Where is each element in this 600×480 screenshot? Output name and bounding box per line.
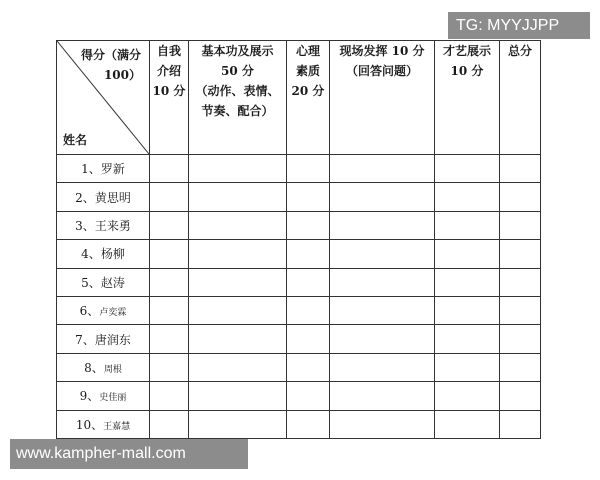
score-cell [150, 155, 189, 183]
score-cell [500, 325, 541, 353]
table-row [57, 325, 541, 353]
score-cell [330, 240, 435, 268]
table-row [57, 410, 541, 438]
score-cell [189, 268, 287, 296]
score-cell [435, 240, 500, 268]
candidate-name: 罗新 [100, 162, 125, 177]
score-cell [287, 382, 330, 410]
candidate-name-cell [57, 410, 150, 438]
score-cell [189, 410, 287, 438]
candidate-name-cell [57, 155, 150, 183]
watermark-url: www.kampher-mall.com [10, 439, 248, 469]
header-talent: 才艺展示 10 分 [435, 41, 500, 155]
score-cell [330, 183, 435, 211]
candidate-index: 6、 [79, 304, 100, 319]
score-cell [330, 268, 435, 296]
score-cell [500, 155, 541, 183]
candidate-index: 3、 [75, 218, 95, 233]
candidate-name: 唐润东 [94, 332, 131, 347]
score-cell [287, 296, 330, 324]
score-cell [435, 296, 500, 324]
candidate-name: 史佳丽 [99, 393, 127, 404]
score-cell [330, 211, 435, 239]
score-cell [150, 382, 189, 410]
score-cell [330, 353, 435, 381]
score-cell [150, 240, 189, 268]
score-cell [435, 382, 500, 410]
score-cell [500, 211, 541, 239]
score-cell [435, 183, 500, 211]
candidate-index: 10、 [75, 417, 104, 432]
score-cell [330, 155, 435, 183]
score-table [56, 40, 541, 439]
header-row [57, 41, 541, 155]
score-cell [287, 325, 330, 353]
table-row [57, 155, 541, 183]
score-cell [435, 353, 500, 381]
corner-name-label: 姓名 [63, 133, 88, 147]
candidate-index: 4、 [81, 247, 101, 262]
header-intro: 自我 介绍 10 分 [150, 41, 189, 155]
table-row [57, 240, 541, 268]
score-cell [189, 353, 287, 381]
score-cell [500, 240, 541, 268]
score-cell [435, 410, 500, 438]
score-cell [150, 325, 189, 353]
score-cell [330, 410, 435, 438]
candidate-index: 2、 [75, 190, 95, 205]
score-cell [435, 211, 500, 239]
candidate-index: 9、 [79, 389, 100, 404]
score-cell [330, 325, 435, 353]
corner-cell [57, 41, 150, 155]
score-cell [150, 211, 189, 239]
score-cell [189, 325, 287, 353]
score-cell [500, 183, 541, 211]
score-cell [189, 296, 287, 324]
candidate-index: 5、 [81, 275, 101, 290]
score-cell [150, 183, 189, 211]
score-cell [500, 296, 541, 324]
candidate-name: 王嘉慧 [103, 421, 131, 432]
table-row [57, 296, 541, 324]
candidate-index: 7、 [75, 332, 95, 347]
score-cell [150, 353, 189, 381]
score-cell [189, 382, 287, 410]
score-cell [500, 410, 541, 438]
candidate-name-cell [57, 382, 150, 410]
table-row [57, 211, 541, 239]
score-cell [189, 183, 287, 211]
table-row [57, 353, 541, 381]
candidate-index: 1、 [81, 162, 101, 177]
candidate-name-cell [57, 240, 150, 268]
watermark-tg: TG: MYYJJPP [448, 12, 590, 39]
score-cell [287, 353, 330, 381]
table-row [57, 183, 541, 211]
score-cell [287, 155, 330, 183]
candidate-name-cell [57, 353, 150, 381]
score-cell [330, 296, 435, 324]
header-total: 总分 [500, 41, 541, 155]
score-cell [287, 410, 330, 438]
candidate-name: 卢奕霖 [99, 308, 127, 319]
table-row [57, 268, 541, 296]
score-cell [330, 382, 435, 410]
score-cell [435, 325, 500, 353]
score-cell [500, 382, 541, 410]
candidate-name-cell [57, 183, 150, 211]
candidate-name-cell [57, 268, 150, 296]
score-cell [287, 240, 330, 268]
candidate-name: 周根 [103, 364, 122, 375]
corner-score-label: 得分（满分 100） [80, 48, 141, 82]
candidate-name-cell [57, 296, 150, 324]
score-cell [287, 211, 330, 239]
candidate-name-cell [57, 325, 150, 353]
candidate-name: 王来勇 [94, 218, 131, 233]
table-row [57, 382, 541, 410]
score-cell [500, 353, 541, 381]
score-cell [435, 155, 500, 183]
candidate-name-cell [57, 211, 150, 239]
candidate-name: 杨柳 [100, 247, 125, 262]
candidate-name: 赵涛 [100, 275, 125, 290]
score-cell [189, 240, 287, 268]
score-cell [189, 211, 287, 239]
score-cell [287, 268, 330, 296]
candidate-index: 8、 [84, 360, 104, 375]
header-basic-skills: 基本功及展示 50 分 （动作、表情、 节奏、配合） [189, 41, 287, 155]
header-live-performance: 现场发挥 10 分 （回答问题） [330, 41, 435, 155]
score-cell [435, 268, 500, 296]
score-cell [287, 183, 330, 211]
score-cell [150, 268, 189, 296]
header-psychology: 心理 素质 20 分 [287, 41, 330, 155]
score-cell [150, 296, 189, 324]
score-cell [500, 268, 541, 296]
score-cell [150, 410, 189, 438]
score-cell [189, 155, 287, 183]
candidate-name: 黄思明 [94, 190, 131, 205]
